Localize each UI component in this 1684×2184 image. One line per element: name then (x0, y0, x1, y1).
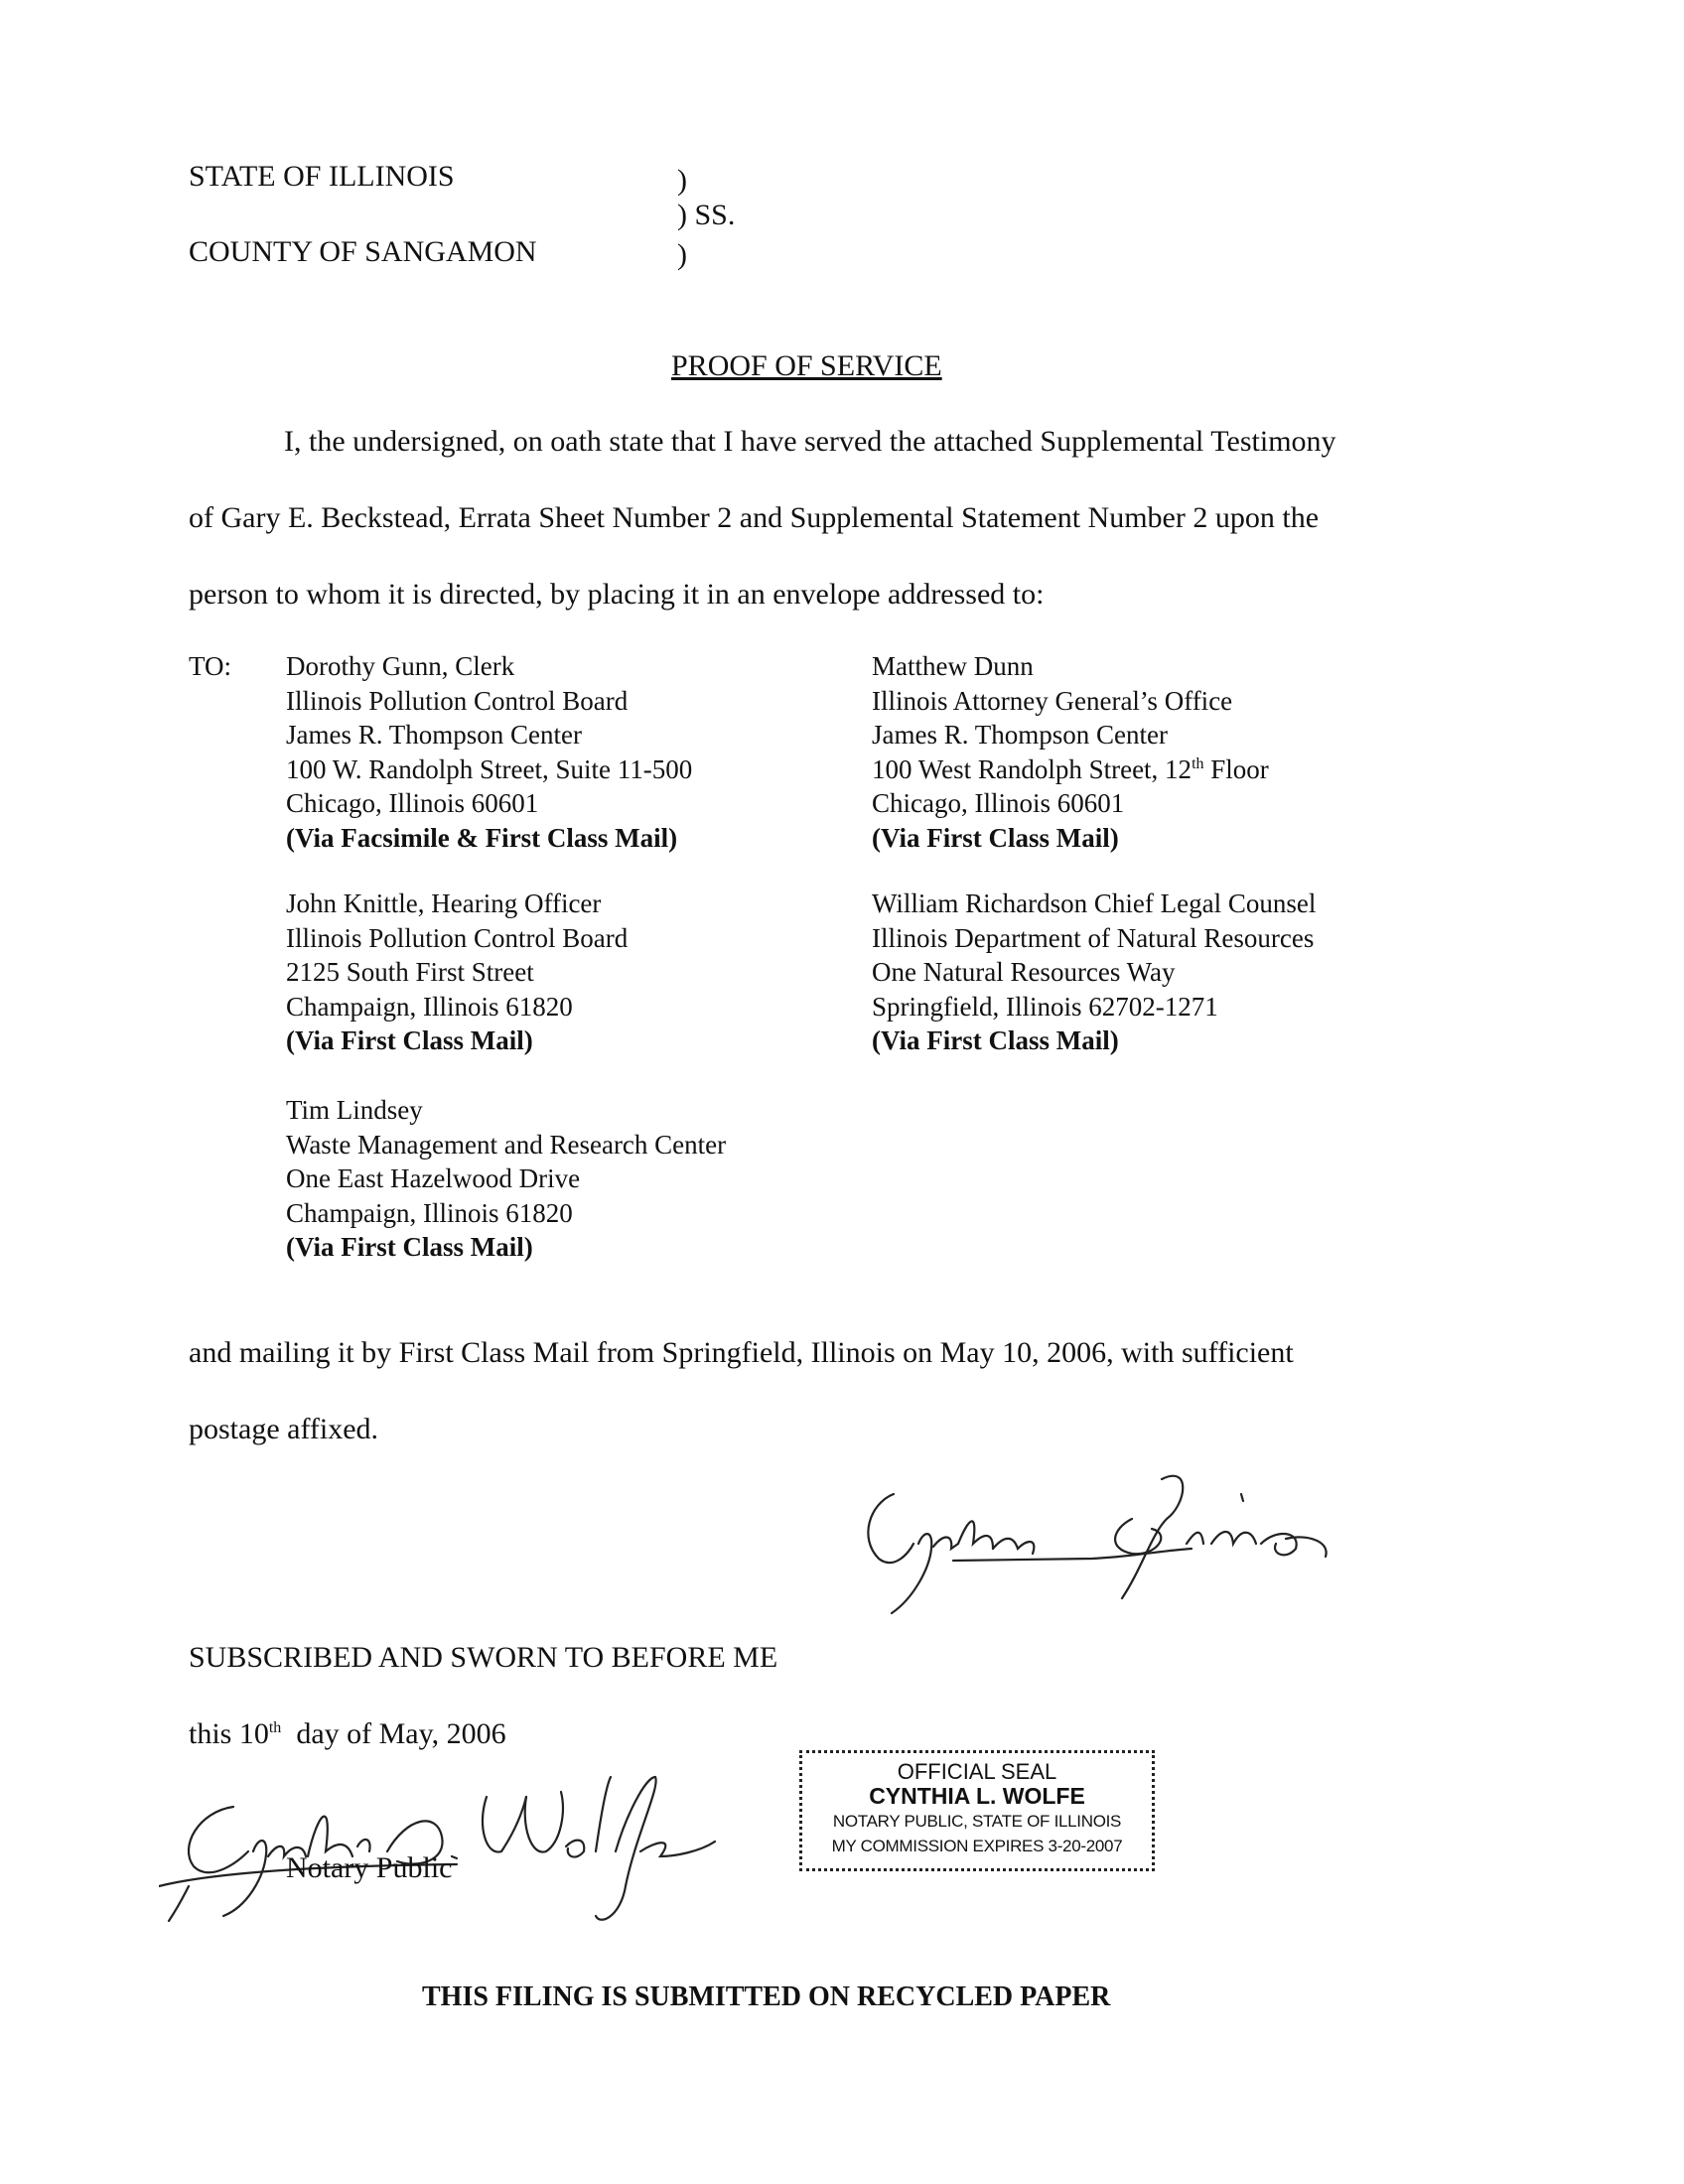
delivery-method: (Via Facsimile & First Class Mail) (286, 822, 678, 853)
recipient-address-block (286, 649, 692, 855)
recipient-address-block (872, 649, 1269, 855)
seal-expiration: MY COMMISSION EXPIRES 3-20-2007 (831, 1837, 1123, 1855)
delivery-method: (Via First Class Mail) (286, 1025, 533, 1055)
venue-ss: ) SS. (677, 199, 736, 231)
address-line: Springfield, Illinois 62702-1271 (872, 991, 1218, 1022)
seal-jurisdiction: NOTARY PUBLIC, STATE OF ILLINOIS (832, 1812, 1122, 1831)
address-line: Champaign, Illinois 61820 (286, 991, 573, 1022)
address-line: Illinois Attorney General’s Office (872, 685, 1233, 716)
address-line: Waste Management and Research Center (286, 1129, 727, 1160)
address-line: Illinois Pollution Control Board (286, 685, 629, 716)
address-line: Chicago, Illinois 60601 (286, 788, 539, 818)
ordinal-suffix: th (268, 1719, 282, 1736)
venue-county: COUNTY OF SANGAMON (189, 235, 537, 268)
address-line: Illinois Pollution Control Board (286, 922, 629, 953)
address-line: John Knittle, Hearing Officer (286, 888, 602, 918)
address-line: Tim Lindsey (286, 1095, 423, 1125)
date-prefix: this 10 (189, 1717, 269, 1750)
ordinal-suffix: th (1192, 754, 1204, 772)
recipient-address-block (872, 887, 1316, 1058)
delivery-method: (Via First Class Mail) (872, 822, 1119, 853)
to-label: TO: (189, 651, 232, 681)
date-suffix: day of May, 2006 (281, 1717, 506, 1750)
mailing-line-2: postage affixed. (189, 1413, 379, 1445)
delivery-method: (Via First Class Mail) (872, 1025, 1119, 1055)
mailing-line-1: and mailing it by First Class Mail from Springfield, Illinois on May 10, 2006, with sufficient (189, 1336, 1294, 1369)
intro-line-2: of Gary E. Beckstead, Errata Sheet Number 2 and Supplemental Statement Number 2 upon the (189, 501, 1320, 534)
intro-line-3: person to whom it is directed, by placing it in an envelope addressed to: (189, 578, 1045, 611)
document-title: PROOF OF SERVICE (671, 349, 942, 382)
recycled-paper-notice: THIS FILING IS SUBMITTED ON RECYCLED PAPER (422, 1981, 1111, 2012)
notary-date-line (189, 1717, 506, 1751)
intro-line-1: I, the undersigned, on oath state that I have served the attached Supplemental Testimony (284, 425, 1336, 458)
venue-paren-top: ) (677, 164, 687, 197)
address-line: One East Hazelwood Drive (286, 1163, 581, 1193)
address-line: Illinois Department of Natural Resources (872, 922, 1315, 953)
recipient-address-block (286, 1093, 726, 1265)
address-line: Champaign, Illinois 61820 (286, 1197, 573, 1228)
notary-public-label: Notary Public (286, 1851, 453, 1884)
address-line: Dorothy Gunn, Clerk (286, 651, 515, 681)
address-line: One Natural Resources Way (872, 957, 1176, 987)
notary-seal-stamp (799, 1750, 1155, 1871)
venue-paren-bottom: ) (677, 238, 687, 271)
seal-heading: OFFICIAL SEAL (897, 1759, 1057, 1784)
address-line: Matthew Dunn (872, 651, 1034, 681)
address-line-tail: Floor (1203, 753, 1269, 784)
seal-name: CYNTHIA L. WOLFE (869, 1783, 1085, 1809)
address-line (872, 752, 1269, 787)
subscribed-statement: SUBSCRIBED AND SWORN TO BEFORE ME (189, 1641, 778, 1674)
server-signature (834, 1449, 1390, 1618)
recipient-address-block (286, 887, 628, 1058)
address-line: William Richardson Chief Legal Counsel (872, 888, 1317, 918)
address-line: 2125 South First Street (286, 957, 534, 987)
venue-state: STATE OF ILLINOIS (189, 160, 455, 193)
address-line: James R. Thompson Center (286, 720, 582, 750)
address-line: 100 W. Randolph Street, Suite 11-500 (286, 753, 693, 784)
address-line-main: 100 West Randolph Street, 12 (872, 753, 1193, 784)
address-line: James R. Thompson Center (872, 720, 1168, 750)
address-line: Chicago, Illinois 60601 (872, 788, 1125, 818)
delivery-method: (Via First Class Mail) (286, 1232, 533, 1262)
notary-signature (159, 1757, 755, 1926)
